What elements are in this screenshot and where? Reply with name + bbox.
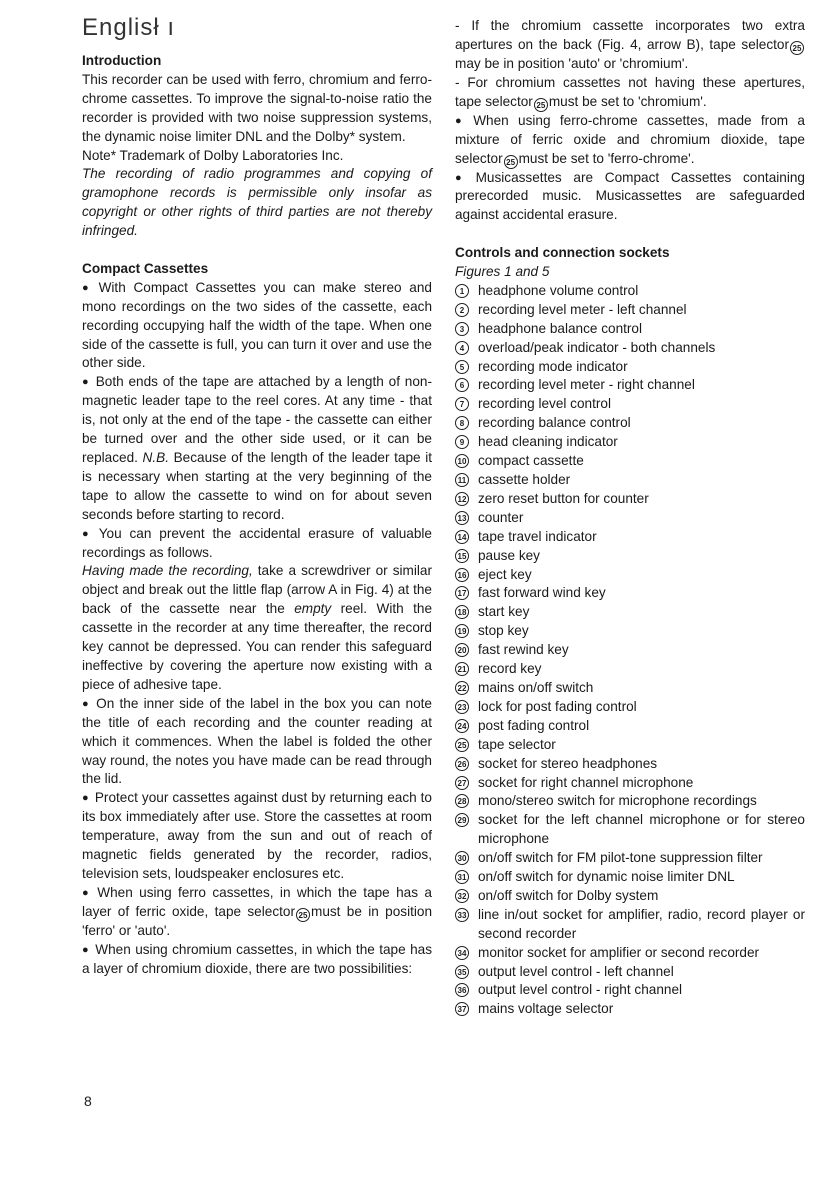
control-item xyxy=(455,981,805,1000)
cassette-bullet-6 xyxy=(82,884,432,941)
control-label: zero reset button for counter xyxy=(478,490,649,506)
control-item xyxy=(455,868,805,887)
control-item xyxy=(455,528,805,547)
control-item xyxy=(455,622,805,641)
number-circle-icon: 6 xyxy=(455,378,469,392)
control-label: tape selector xyxy=(478,736,556,752)
number-circle-icon: 5 xyxy=(455,360,469,374)
number-circle-icon: 26 xyxy=(455,757,469,771)
control-label: start key xyxy=(478,604,530,620)
ferro-chrome-bullet xyxy=(455,112,805,169)
introduction-heading: Introduction xyxy=(82,53,162,68)
number-circle-icon: 8 xyxy=(455,416,469,430)
number-circle-icon: 17 xyxy=(455,586,469,600)
control-item xyxy=(455,471,805,490)
empty-italic: empty xyxy=(294,601,332,617)
number-circle-icon: 23 xyxy=(455,700,469,714)
number-circle-icon: 34 xyxy=(455,946,469,960)
control-item xyxy=(455,490,805,509)
control-label: compact cassette xyxy=(478,453,584,469)
right-column xyxy=(455,17,805,1019)
cassette-bullet-2 xyxy=(82,373,432,524)
number-circle-icon: 10 xyxy=(455,454,469,468)
trademark-note-text: Note* Trademark of Dolby Laboratories Inc. xyxy=(82,147,344,163)
chromium-dash-1a: - If the chromium cassette incorporates two extra apertures on the back (Fig. 4, arrow B), tape selector xyxy=(455,18,805,52)
control-label: record key xyxy=(478,661,542,677)
control-item xyxy=(455,679,805,698)
having-rest-1: take a screwdriver or similar object and break out the little flap (arrow A in Fig. 4) at the back of the cassette near the xyxy=(82,563,432,617)
having-rest-2: reel. With the cassette in the recorder at any time thereafter, the record key cannot be depressed. You can render this safeguard ineffective by covering the aperture now existing with a piece of adhesive tape. xyxy=(82,601,433,692)
control-item xyxy=(455,282,805,301)
number-circle-icon: 24 xyxy=(455,719,469,733)
control-item xyxy=(455,792,805,811)
number-circle-icon: 16 xyxy=(455,568,469,582)
control-label: recording level meter - right channel xyxy=(478,377,695,393)
control-label: recording level meter - left channel xyxy=(478,301,687,317)
chromium-dash-2a: - For chromium cassettes not having these apertures, tape selector xyxy=(455,74,805,109)
control-label: recording level control xyxy=(478,396,611,412)
cassette-bullet-7: ● When using chromium cassettes, in which the tape has a layer of chromium dioxide, there are two possibilities: xyxy=(82,941,432,979)
control-label: on/off switch for Dolby system xyxy=(478,887,659,903)
cassette-bullet-3: ● You can prevent the accidental erasure of valuable recordings as follows. xyxy=(82,525,432,563)
number-circle-icon: 20 xyxy=(455,643,469,657)
control-label: eject key xyxy=(478,566,532,582)
controls-list xyxy=(455,282,805,1019)
control-item xyxy=(455,736,805,755)
chromium-dash-1b: may be in position 'auto' or 'chromium'. xyxy=(455,55,689,71)
control-item xyxy=(455,358,805,377)
number-circle-icon: 21 xyxy=(455,662,469,676)
chromium-dash-1 xyxy=(455,17,805,74)
having-made-italic: Having made the recording, xyxy=(82,563,253,579)
control-item xyxy=(455,906,805,944)
control-label: overload/peak indicator - both channels xyxy=(478,339,716,355)
control-label: head cleaning indicator xyxy=(478,434,618,450)
number-circle-icon: 18 xyxy=(455,605,469,619)
number-circle-icon: 35 xyxy=(455,965,469,979)
control-label: lock for post fading control xyxy=(478,698,637,714)
number-circle-icon: 36 xyxy=(455,983,469,997)
control-label: fast rewind key xyxy=(478,642,569,658)
number-circle-icon: 7 xyxy=(455,397,469,411)
control-item xyxy=(455,1000,805,1019)
control-item xyxy=(455,414,805,433)
ref-25-icon: 25 xyxy=(534,98,548,112)
control-label: headphone volume control xyxy=(478,282,639,298)
control-item xyxy=(455,944,805,963)
number-circle-icon: 29 xyxy=(455,813,469,827)
ferro-chrome-b: must be set to 'ferro-chrome'. xyxy=(518,150,695,166)
number-circle-icon: 15 xyxy=(455,549,469,563)
cassette-bullet-5: ● Protect your cassettes against dust by returning each to its box immediately after use. Store the cassettes at room temperature, away from the sun and out of reach of magnetic fields generated by the recorder, radios, television sets, loudspeaker enclosures etc. xyxy=(82,789,432,884)
erasure-instructions xyxy=(82,562,432,694)
figures-reference: Figures 1 and 5 xyxy=(455,264,550,280)
control-item xyxy=(455,376,805,395)
control-label: fast forward wind key xyxy=(478,585,606,601)
control-label: on/off switch for FM pilot-tone suppression filter xyxy=(478,850,763,866)
number-circle-icon: 32 xyxy=(455,889,469,903)
control-label: post fading control xyxy=(478,717,590,733)
control-label: counter xyxy=(478,509,524,525)
control-label: output level control - right channel xyxy=(478,982,683,998)
chromium-dash-2 xyxy=(455,74,805,112)
control-item xyxy=(455,603,805,622)
control-item xyxy=(455,887,805,906)
control-label: headphone balance control xyxy=(478,320,643,336)
control-label: pause key xyxy=(478,547,540,563)
control-item xyxy=(455,963,805,982)
number-circle-icon: 13 xyxy=(455,511,469,525)
control-label: recording balance control xyxy=(478,415,631,431)
cassette-bullet-4: ● On the inner side of the label in the box you can note the title of each recording and the counter reading at which it commences. When the label is folded the other way round, the notes you have made can be read through the lid. xyxy=(82,695,432,790)
page-number: 8 xyxy=(84,1093,92,1109)
compact-cassettes-heading: Compact Cassettes xyxy=(82,260,209,276)
number-circle-icon: 9 xyxy=(455,435,469,449)
control-item xyxy=(455,717,805,736)
ref-25-icon: 25 xyxy=(790,41,804,55)
cassette-bullet-2b: Because of the length of the leader tape it is necessary when starting at the very beginning of the tape to allow the cassette to wind on for about seven seconds before starting to record. xyxy=(82,450,432,522)
control-item xyxy=(455,339,805,358)
control-item xyxy=(455,320,805,339)
control-item xyxy=(455,774,805,793)
controls-heading: Controls and connection sockets xyxy=(455,245,670,261)
cassette-bullet-2a: Both ends of the tape are attached by a length of non-magnetic leader tape to the reel cores. At any time - that is, not only at the end of the tape - the cassette can either be turned over and the other side used, or it can be replaced. xyxy=(82,374,432,466)
control-label: line in/out socket for amplifier, radio, record player or second recorder xyxy=(478,906,805,941)
cassette-bullet-1: ● With Compact Cassettes you can make stereo and mono recordings on the two sides of the cassette, each recording occupying half the width of the tape. When one side of the cassette is full, you can turn it over and use the other side. xyxy=(82,279,432,374)
control-label: mono/stereo switch for microphone recordings xyxy=(478,793,757,809)
number-circle-icon: 28 xyxy=(455,794,469,808)
control-item xyxy=(455,849,805,868)
control-item xyxy=(455,641,805,660)
control-item xyxy=(455,566,805,585)
control-label: socket for right channel microphone xyxy=(478,774,694,790)
control-item xyxy=(455,433,805,452)
control-item xyxy=(455,698,805,717)
control-label: socket for the left channel microphone or for stereo microphone xyxy=(478,812,805,847)
trademark-note xyxy=(82,147,432,166)
number-circle-icon: 12 xyxy=(455,492,469,506)
control-item xyxy=(455,301,805,320)
number-circle-icon: 4 xyxy=(455,341,469,355)
number-circle-icon: 37 xyxy=(455,1002,469,1016)
ferro-chrome-a: When using ferro-chrome cassettes, made from a mixture of ferric oxide and chromium dioxide, tape selector xyxy=(455,112,805,166)
control-item xyxy=(455,395,805,414)
control-label: monitor socket for amplifier or second recorder xyxy=(478,944,760,960)
control-item xyxy=(455,755,805,774)
ref-25-icon: 25 xyxy=(504,155,518,169)
control-item xyxy=(455,509,805,528)
number-circle-icon: 25 xyxy=(455,738,469,752)
musicassettes-bullet: ● Musicassettes are Compact Cassettes containing prerecorded music. Musicassettes are safeguarded against accidental erasure. xyxy=(455,169,805,226)
cassette-bullet-6b: must be in position 'ferro' or 'auto'. xyxy=(82,903,433,938)
control-item xyxy=(455,660,805,679)
control-item xyxy=(455,452,805,471)
ref-25-icon: 25 xyxy=(296,908,310,922)
number-circle-icon: 11 xyxy=(455,473,469,487)
left-column xyxy=(82,52,432,978)
number-circle-icon: 19 xyxy=(455,624,469,638)
cassette-bullet-6a: When using ferro cassettes, in which the tape has a layer of ferric oxide, tape selector xyxy=(82,884,432,919)
control-label: on/off switch for dynamic noise limiter DNL xyxy=(478,869,735,885)
number-circle-icon: 30 xyxy=(455,851,469,865)
number-circle-icon: 31 xyxy=(455,870,469,884)
control-label: tape travel indicator xyxy=(478,528,597,544)
copyright-notice: The recording of radio programmes and copying of gramophone records is permissible only insofar as copyright or other rights of third parties are not thereby infringed. xyxy=(82,166,432,239)
control-item xyxy=(455,584,805,603)
introduction-paragraph: This recorder can be used with ferro, chromium and ferro-chrome cassettes. To improve the signal-to-noise ratio the recorder is provided with two noise suppression systems, the dynamic noise limiter DNL and the Dolby* system. xyxy=(82,71,432,144)
number-circle-icon: 14 xyxy=(455,530,469,544)
page-title: Englisł ı xyxy=(82,14,176,41)
control-item xyxy=(455,547,805,566)
control-label: cassette holder xyxy=(478,472,571,488)
control-label: recording mode indicator xyxy=(478,358,628,374)
control-label: mains voltage selector xyxy=(478,1001,614,1017)
control-label: socket for stereo headphones xyxy=(478,755,658,771)
control-label: stop key xyxy=(478,623,529,639)
number-circle-icon: 33 xyxy=(455,908,469,922)
control-label: output level control - left channel xyxy=(478,963,674,979)
number-circle-icon: 2 xyxy=(455,303,469,317)
number-circle-icon: 3 xyxy=(455,322,469,336)
chromium-dash-2b: must be set to 'chromium'. xyxy=(548,93,707,109)
control-item xyxy=(455,811,805,849)
control-label: mains on/off switch xyxy=(478,679,594,695)
number-circle-icon: 1 xyxy=(455,284,469,298)
number-circle-icon: 22 xyxy=(455,681,469,695)
nb-label: N.B. xyxy=(142,450,169,466)
number-circle-icon: 27 xyxy=(455,776,469,790)
